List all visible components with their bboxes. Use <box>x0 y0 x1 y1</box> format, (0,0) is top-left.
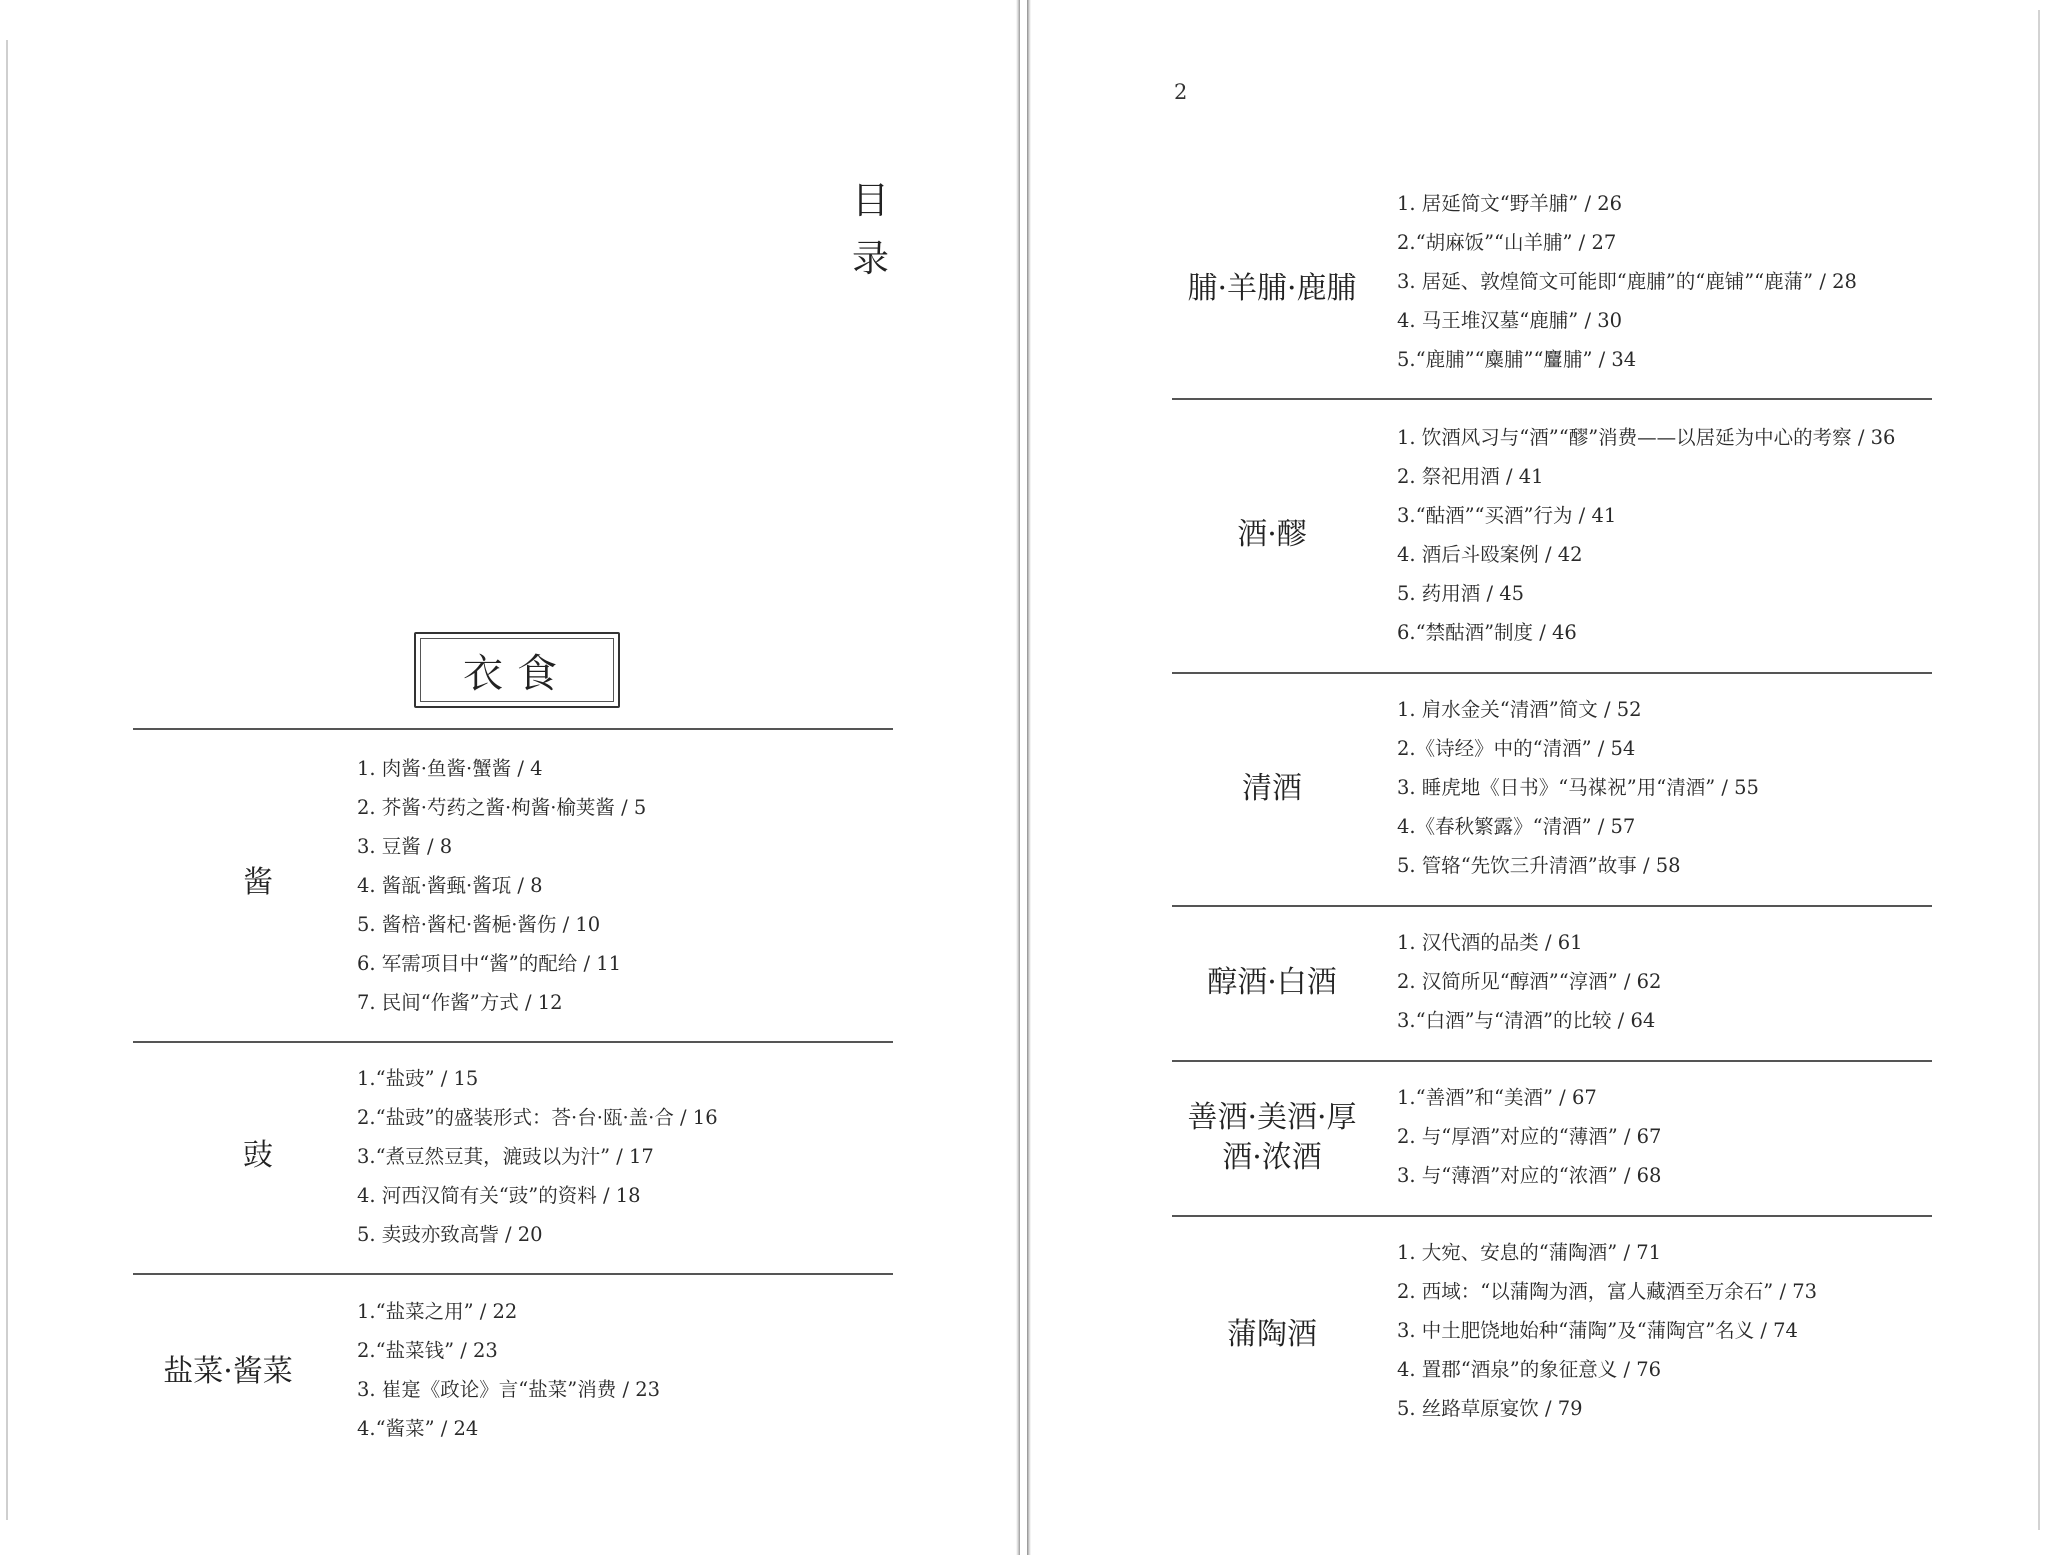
entry-list <box>1397 418 1895 652</box>
toc-entry[interactable]: 2.《诗经》中的“清酒” / 54 <box>1397 737 1636 760</box>
page-number: 2 <box>1174 80 1188 104</box>
toc-entry[interactable]: 3. 豆酱 / 8 <box>357 835 453 858</box>
section-category: 豉 <box>243 1138 273 1173</box>
entry-list <box>357 1292 660 1448</box>
title-char: 录 <box>852 237 889 280</box>
toc-entry[interactable]: 2. 芥酱·芍药之酱·枸酱·榆荚酱 / 5 <box>357 796 647 819</box>
toc-section <box>1172 1060 1932 1215</box>
toc-section <box>1172 180 1932 398</box>
toc-entry[interactable]: 3. 中土肥饶地始种“蒲陶”及“蒲陶宫”名义 / 74 <box>1397 1319 1798 1342</box>
toc-section <box>133 1272 893 1472</box>
toc-entry[interactable]: 1. 居延简文“野羊脯” / 26 <box>1397 192 1623 215</box>
toc-entry[interactable]: 1.“盐豉” / 15 <box>357 1067 479 1090</box>
toc-entry[interactable]: 7. 民间“作酱”方式 / 12 <box>357 991 563 1014</box>
entry-list <box>1397 690 1759 885</box>
section-category: 清酒 <box>1242 770 1302 806</box>
toc-section <box>1172 905 1932 1060</box>
section-category: 盐菜·酱菜 <box>163 1354 293 1389</box>
toc-entry[interactable]: 2.“胡麻饭”“山羊脯” / 27 <box>1397 231 1617 254</box>
toc-entry[interactable]: 5. 卖豉亦致高訾 / 20 <box>357 1223 543 1246</box>
gutter-shadow-left <box>1016 0 1020 1555</box>
entry-list <box>1397 923 1661 1040</box>
toc-entry[interactable]: 1. 饮酒风习与“酒”“醪”消费——以居延为中心的考察 / 36 <box>1397 426 1896 449</box>
toc-entry[interactable]: 2.“盐豉”的盛装形式：荅·台·瓯·盖·合 / 16 <box>357 1106 718 1129</box>
toc-entry[interactable]: 1. 大宛、安息的“蒲陶酒” / 71 <box>1397 1241 1662 1264</box>
part-title-box <box>414 632 620 708</box>
toc-section <box>133 1040 893 1272</box>
category-line: 善酒·美酒·厚 <box>1187 1099 1357 1135</box>
toc-entry[interactable]: 3. 居延、敦煌简文可能即“鹿脯”的“鹿铺”“鹿蒲” / 28 <box>1397 270 1857 293</box>
toc-entry[interactable]: 5. 酱棓·酱杞·酱梔·酱伤 / 10 <box>357 913 601 936</box>
toc-entry[interactable]: 1. 肩水金关“清酒”简文 / 52 <box>1397 698 1642 721</box>
toc-entry[interactable]: 5. 管辂“先饮三升清酒”故事 / 58 <box>1397 854 1681 877</box>
entry-list <box>357 749 646 1022</box>
part-title: 衣食 <box>463 650 571 697</box>
toc-entry[interactable]: 1. 汉代酒的品类 / 61 <box>1397 931 1583 954</box>
toc-entry[interactable]: 3.“酤酒”“买酒”行为 / 41 <box>1397 504 1617 527</box>
toc-entry[interactable]: 4. 置郡“酒泉”的象征意义 / 76 <box>1397 1358 1662 1381</box>
toc-entry[interactable]: 3. 睡虎地《日书》“马禖祝”用“清酒” / 55 <box>1397 776 1759 799</box>
toc-entry[interactable]: 1.“盐菜之用” / 22 <box>357 1300 518 1323</box>
toc-entry[interactable]: 2. 与“厚酒”对应的“薄酒” / 67 <box>1397 1125 1662 1148</box>
section-category: 酱 <box>243 864 273 900</box>
toc-entry[interactable]: 4. 酱瓿·酱甀·酱瓨 / 8 <box>357 874 543 897</box>
title-char: 目 <box>852 179 889 222</box>
toc-section <box>133 725 893 1040</box>
toc-section <box>1172 1215 1932 1455</box>
toc-entry[interactable]: 3. 与“薄酒”对应的“浓酒” / 68 <box>1397 1164 1662 1187</box>
toc-entry[interactable]: 1.“善酒”和“美酒” / 67 <box>1397 1086 1597 1109</box>
toc-entry[interactable]: 4. 马王堆汉墓“鹿脯” / 30 <box>1397 309 1623 332</box>
contents-title <box>852 172 902 288</box>
toc-section <box>1172 672 1932 905</box>
toc-entry[interactable]: 3.“白酒”与“清酒”的比较 / 64 <box>1397 1009 1656 1032</box>
page-edge-shadow <box>6 40 8 1520</box>
toc-entry[interactable]: 2. 汉简所见“醇酒”“淳酒” / 62 <box>1397 970 1662 993</box>
toc-entry[interactable]: 1. 肉酱·鱼酱·蟹酱 / 4 <box>357 757 543 780</box>
section-category <box>1172 1060 1372 1215</box>
toc-entry[interactable]: 5. 丝路草原宴饮 / 79 <box>1397 1397 1583 1420</box>
toc-entry[interactable]: 4.“酱菜” / 24 <box>357 1417 479 1440</box>
category-line: 酒·浓酒 <box>1222 1139 1322 1175</box>
section-category: 脯·羊脯·鹿脯 <box>1187 271 1357 306</box>
section-category: 酒·醪 <box>1237 517 1307 552</box>
toc-entry[interactable]: 3. 崔寔《政论》言“盐菜”消费 / 23 <box>357 1378 661 1401</box>
entry-list <box>1397 1233 1817 1428</box>
section-category: 蒲陶酒 <box>1227 1317 1317 1352</box>
toc-entry[interactable]: 2. 祭祀用酒 / 41 <box>1397 465 1544 488</box>
toc-entry[interactable]: 2.“盐菜钱” / 23 <box>357 1339 498 1362</box>
section-category: 醇酒·白酒 <box>1207 964 1337 1000</box>
toc-entry[interactable]: 4. 河西汉简有关“豉”的资料 / 18 <box>357 1184 641 1207</box>
toc-entry[interactable]: 4.《春秋繁露》“清酒” / 57 <box>1397 815 1636 838</box>
toc-entry[interactable]: 6.“禁酤酒”制度 / 46 <box>1397 621 1577 644</box>
entry-list <box>357 1059 718 1254</box>
toc-entry[interactable]: 2. 西域：“以蒲陶为酒，富人藏酒至万余石” / 73 <box>1397 1280 1818 1303</box>
toc-entry[interactable]: 3.“煮豆然豆萁，漉豉以为汁” / 17 <box>357 1145 654 1168</box>
toc-entry[interactable]: 6. 军需项目中“酱”的配给 / 11 <box>357 952 622 975</box>
toc-entry[interactable]: 5.“鹿脯”“麋脯”“麠脯” / 34 <box>1397 348 1637 371</box>
toc-entry[interactable]: 4. 酒后斗殴案例 / 42 <box>1397 543 1583 566</box>
entry-list <box>1397 1078 1661 1195</box>
toc-section <box>1172 398 1932 672</box>
toc-entry[interactable]: 5. 药用酒 / 45 <box>1397 582 1525 605</box>
page-edge-shadow <box>2038 10 2040 1530</box>
entry-list <box>1397 184 1857 379</box>
